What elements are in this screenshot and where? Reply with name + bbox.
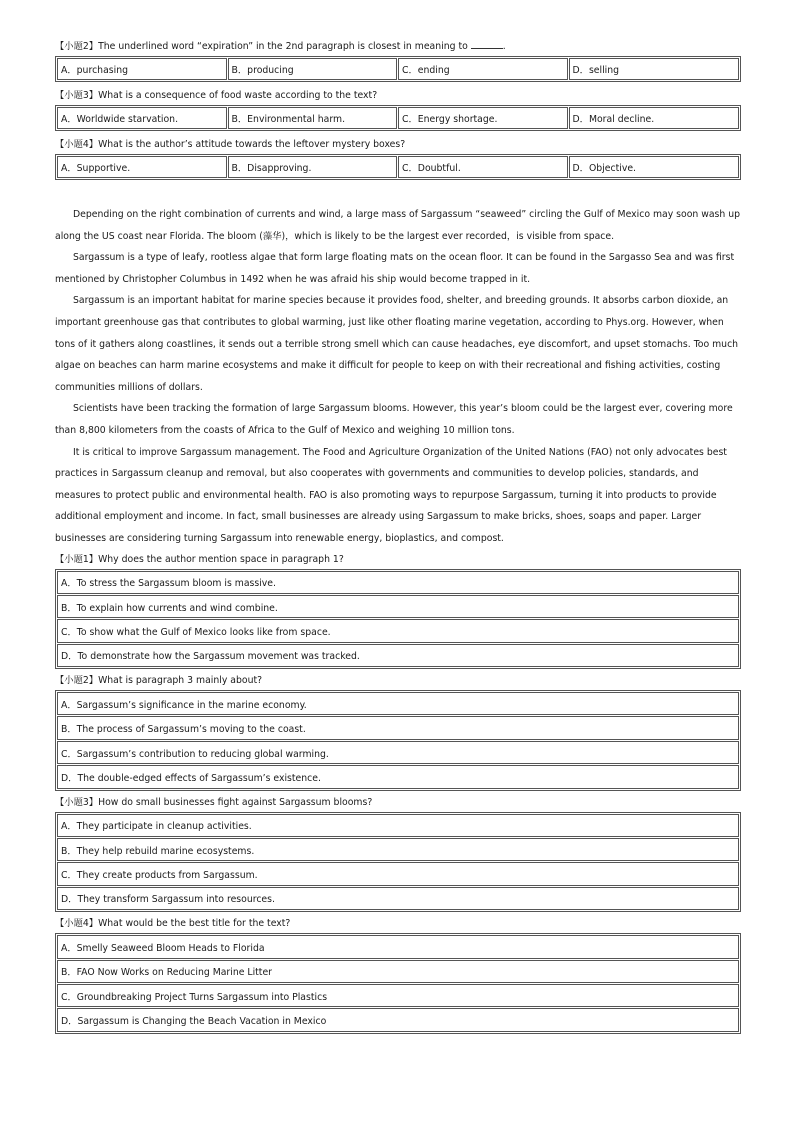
option-c[interactable]: C．Doubtful. xyxy=(398,156,568,178)
option-c[interactable]: C．Sargassum’s contribution to reducing global warming. xyxy=(57,741,739,764)
option-a[interactable]: A．Smelly Seaweed Bloom Heads to Florida xyxy=(57,935,739,958)
option-b[interactable]: B．To explain how currents and wind combine. xyxy=(57,595,739,618)
option-c[interactable]: C．To show what the Gulf of Mexico looks like from space. xyxy=(57,619,739,642)
option-c[interactable]: C．They create products from Sargassum. xyxy=(57,862,739,885)
options-list xyxy=(55,569,741,670)
option-b[interactable]: B．They help rebuild marine ecosystems. xyxy=(57,838,739,861)
option-a[interactable]: A．They participate in cleanup activities. xyxy=(57,814,739,837)
top-question-block xyxy=(55,90,741,131)
question-stem: 【小题2】What is paragraph 3 mainly about? xyxy=(55,675,263,687)
passage-paragraph-1: Depending on the right combination of currents and wind, a large mass of Sargassum “seaweed” circling the Gulf of Mexico may soon wash up along the US coast near Florida. The bloom (藻华)，which is likely to be the largest ever recorded，is visible from space. xyxy=(55,209,741,242)
option-c[interactable]: C．Energy shortage. xyxy=(398,107,568,129)
option-d[interactable]: D．They transform Sargassum into resources. xyxy=(57,887,739,910)
question-stem: 【小题2】The underlined word “expiration” in the 2nd paragraph is closest in meaning to . xyxy=(55,41,506,52)
option-a[interactable]: A．Supportive. xyxy=(57,156,227,178)
options-row xyxy=(55,105,741,131)
passage-paragraph-4: Scientists have been tracking the formation of large Sargassum blooms. However, this year’s bloom could be the largest ever, covering more than 8,800 kilometers from the coasts of Africa to the Gulf of Mexico and weighing 10 million tons. xyxy=(55,403,733,436)
passage-paragraph-3: Sargassum is an important habitat for marine species because it provides food, shelter, and breeding grounds. It absorbs carbon dioxide, an important greenhouse gas that contributes to global warming, just like other floating marine vegetation, according to Phys.org. However, when tons of it gathers along coastlines, it sends out a terrible strong smell which can cause headaches, eye discomfort, and upset stomachs. Too much algae on beaches can harm marine ecosystems and make it difficult for people to keep on with their recreational and fishing activities, costing communities millions of dollars. xyxy=(55,295,739,393)
question-stem: 【小题3】How do small businesses fight against Sargassum blooms? xyxy=(55,796,373,808)
option-c[interactable]: C．Groundbreaking Project Turns Sargassum into Plastics xyxy=(57,984,739,1007)
option-a[interactable]: A．purchasing xyxy=(57,58,227,80)
option-d[interactable]: D．Objective. xyxy=(569,156,740,178)
worksheet-page xyxy=(55,40,741,1040)
option-b[interactable]: B．Environmental harm. xyxy=(228,107,398,129)
option-d[interactable]: D．selling xyxy=(569,58,740,80)
answer-blank xyxy=(471,40,503,49)
options-list xyxy=(55,690,741,791)
options-list xyxy=(55,933,741,1034)
question-block xyxy=(55,675,741,791)
question-stem: 【小题4】What would be the best title for the text? xyxy=(55,918,291,930)
option-a[interactable]: A．Sargassum’s significance in the marine economy. xyxy=(57,692,739,715)
options-row xyxy=(55,56,741,82)
question-stem: 【小题3】What is a consequence of food waste according to the text? xyxy=(55,90,378,101)
option-d[interactable]: D．Sargassum is Changing the Beach Vacation in Mexico xyxy=(57,1008,739,1031)
option-c[interactable]: C．ending xyxy=(398,58,568,80)
option-d[interactable]: D．To demonstrate how the Sargassum movement was tracked. xyxy=(57,644,739,667)
top-question-block xyxy=(55,40,741,82)
options-row xyxy=(55,154,741,180)
option-d[interactable]: D．Moral decline. xyxy=(569,107,740,129)
option-a[interactable]: A．To stress the Sargassum bloom is massive. xyxy=(57,571,739,594)
options-list xyxy=(55,812,741,913)
option-b[interactable]: B．The process of Sargassum’s moving to the coast. xyxy=(57,716,739,739)
question-block xyxy=(55,918,741,1034)
reading-passage xyxy=(55,204,741,550)
passage-paragraph-5: It is critical to improve Sargassum management. The Food and Agriculture Organization of the United Nations (FAO) not only advocates best practices in Sargassum cleanup and removal, but also cooperates with governments and communities to develop policies, standards, and measures to protect public and environmental health. FAO is also promoting ways to repurpose Sargassum, turning it into products to provide additional employment and income. In fact, small businesses are already using Sargassum to make bricks, shoes, soaps and paper. Larger businesses are considering turning Sargassum into renewable energy, bioplastics, and compost. xyxy=(55,446,727,544)
option-d[interactable]: D．The double-edged effects of Sargassum’s existence. xyxy=(57,765,739,788)
passage-paragraph-2: Sargassum is a type of leafy, rootless algae that form large floating mats on the ocean floor. It can be found in the Sargasso Sea and was first mentioned by Christopher Columbus in 1492 when he was afraid his ship would become trapped in it. xyxy=(55,252,735,285)
option-b[interactable]: B．Disapproving. xyxy=(228,156,398,178)
option-b[interactable]: B．FAO Now Works on Reducing Marine Litter xyxy=(57,960,739,983)
question-stem: 【小题1】Why does the author mention space in paragraph 1? xyxy=(55,553,344,565)
option-b[interactable]: B．producing xyxy=(228,58,398,80)
option-a[interactable]: A．Worldwide starvation. xyxy=(57,107,227,129)
question-stem: 【小题4】What is the author’s attitude towards the leftover mystery boxes? xyxy=(55,139,406,150)
question-block xyxy=(55,554,741,670)
question-block xyxy=(55,797,741,913)
top-question-block xyxy=(55,139,741,180)
